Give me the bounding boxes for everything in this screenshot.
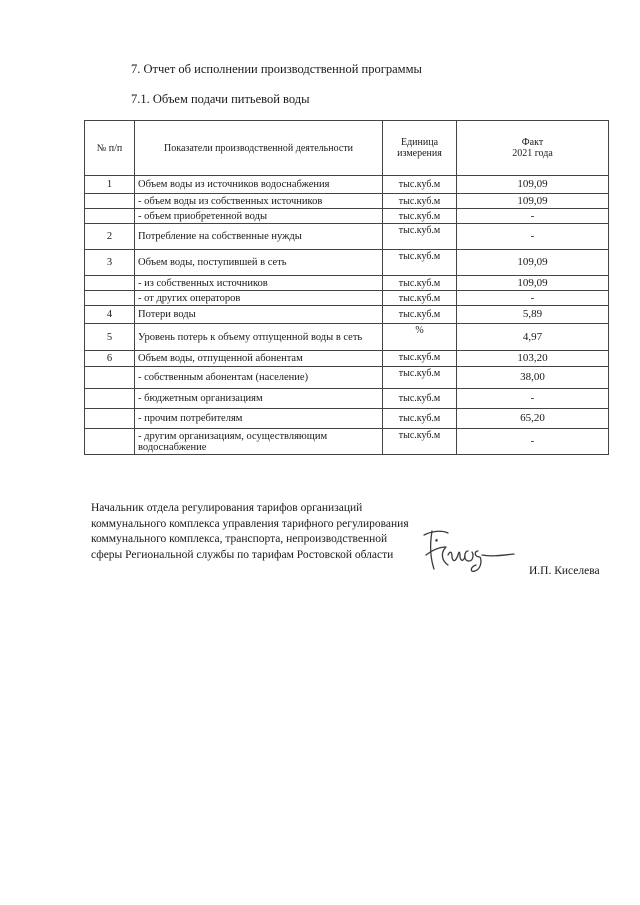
fact-value-cell: 109,09 xyxy=(457,250,609,276)
unit-cell: тыс.куб.м xyxy=(383,250,457,276)
fact-value-cell: 103,20 xyxy=(457,351,609,367)
fact-value-cell: 109,09 xyxy=(457,276,609,291)
unit-cell: тыс.куб.м xyxy=(383,194,457,209)
water-supply-table xyxy=(84,120,609,455)
row-number-cell xyxy=(85,291,135,306)
table-header-row xyxy=(85,121,609,176)
unit-cell: тыс.куб.м xyxy=(383,224,457,250)
table-row xyxy=(85,194,609,209)
row-number-cell: 2 xyxy=(85,224,135,250)
unit-cell: тыс.куб.м xyxy=(383,176,457,194)
row-number-cell: 6 xyxy=(85,351,135,367)
table-row xyxy=(85,324,609,351)
row-number-cell: 3 xyxy=(85,250,135,276)
indicator-cell: - прочим потребителям xyxy=(135,409,383,429)
table-row xyxy=(85,306,609,324)
indicator-cell: - объем воды из собственных источников xyxy=(135,194,383,209)
unit-cell: тыс.куб.м xyxy=(383,276,457,291)
unit-cell: тыс.куб.м xyxy=(383,291,457,306)
signatory-position: Начальник отдела регулирования тарифов организаций коммунального комплекса управления тарифного регулирования коммунального комплекса, транспорта, непроизводственной сферы Региональной службы по тарифам Ростовской области xyxy=(91,502,409,561)
unit-cell: тыс.куб.м xyxy=(383,389,457,409)
table-row xyxy=(85,224,609,250)
table-row xyxy=(85,176,609,194)
handwritten-signature xyxy=(418,521,518,577)
signer-name: И.П. Киселева xyxy=(529,565,600,577)
unit-cell: тыс.куб.м xyxy=(383,409,457,429)
table-row xyxy=(85,276,609,291)
row-number-cell: 1 xyxy=(85,176,135,194)
row-number-cell xyxy=(85,429,135,455)
unit-cell: тыс.куб.м xyxy=(383,367,457,389)
fact-value-cell: - xyxy=(457,389,609,409)
indicator-cell: Объем воды из источников водоснабжения xyxy=(135,176,383,194)
fact-value-cell: - xyxy=(457,429,609,455)
unit-cell: тыс.куб.м xyxy=(383,306,457,324)
unit-cell: % xyxy=(383,324,457,351)
table-row xyxy=(85,409,609,429)
row-number-cell xyxy=(85,276,135,291)
table-row xyxy=(85,250,609,276)
table-row xyxy=(85,291,609,306)
indicator-cell: - собственным абонентам (население) xyxy=(135,367,383,389)
header-number: № п/п xyxy=(85,121,135,176)
indicator-cell: Потери воды xyxy=(135,306,383,324)
header-fact: Факт 2021 года xyxy=(457,121,609,176)
table-row xyxy=(85,389,609,409)
fact-value-cell: - xyxy=(457,209,609,224)
unit-cell: тыс.куб.м xyxy=(383,429,457,455)
table-row xyxy=(85,209,609,224)
header-indicator: Показатели производственной деятельности xyxy=(135,121,383,176)
indicator-cell: - бюджетным организациям xyxy=(135,389,383,409)
fact-value-cell: 65,20 xyxy=(457,409,609,429)
row-number-cell xyxy=(85,389,135,409)
table-row xyxy=(85,429,609,455)
unit-cell: тыс.куб.м xyxy=(383,351,457,367)
row-number-cell xyxy=(85,409,135,429)
table-row xyxy=(85,351,609,367)
fact-value-cell: - xyxy=(457,291,609,306)
indicator-cell: Объем воды, отпущенной абонентам xyxy=(135,351,383,367)
indicator-cell: Уровень потерь к объему отпущенной воды в сеть xyxy=(135,324,383,351)
subsection-title: 7.1. Объем подачи питьевой воды xyxy=(131,92,310,106)
row-number-cell xyxy=(85,367,135,389)
indicator-cell: Потребление на собственные нужды xyxy=(135,224,383,250)
row-number-cell: 4 xyxy=(85,306,135,324)
row-number-cell xyxy=(85,209,135,224)
fact-value-cell: 109,09 xyxy=(457,194,609,209)
indicator-cell: - другим организациям, осуществляющим водоснабжение xyxy=(135,429,383,455)
fact-value-cell: 38,00 xyxy=(457,367,609,389)
indicator-cell: - от других операторов xyxy=(135,291,383,306)
fact-value-cell: 5,89 xyxy=(457,306,609,324)
fact-value-cell: - xyxy=(457,224,609,250)
indicator-cell: - объем приобретенной воды xyxy=(135,209,383,224)
fact-value-cell: 4,97 xyxy=(457,324,609,351)
table-row xyxy=(85,367,609,389)
indicator-cell: - из собственных источников xyxy=(135,276,383,291)
row-number-cell: 5 xyxy=(85,324,135,351)
fact-value-cell: 109,09 xyxy=(457,176,609,194)
section-title: 7. Отчет об исполнении производственной программы xyxy=(131,62,422,76)
header-unit: Единица измерения xyxy=(383,121,457,176)
row-number-cell xyxy=(85,194,135,209)
indicator-cell: Объем воды, поступившей в сеть xyxy=(135,250,383,276)
unit-cell: тыс.куб.м xyxy=(383,209,457,224)
